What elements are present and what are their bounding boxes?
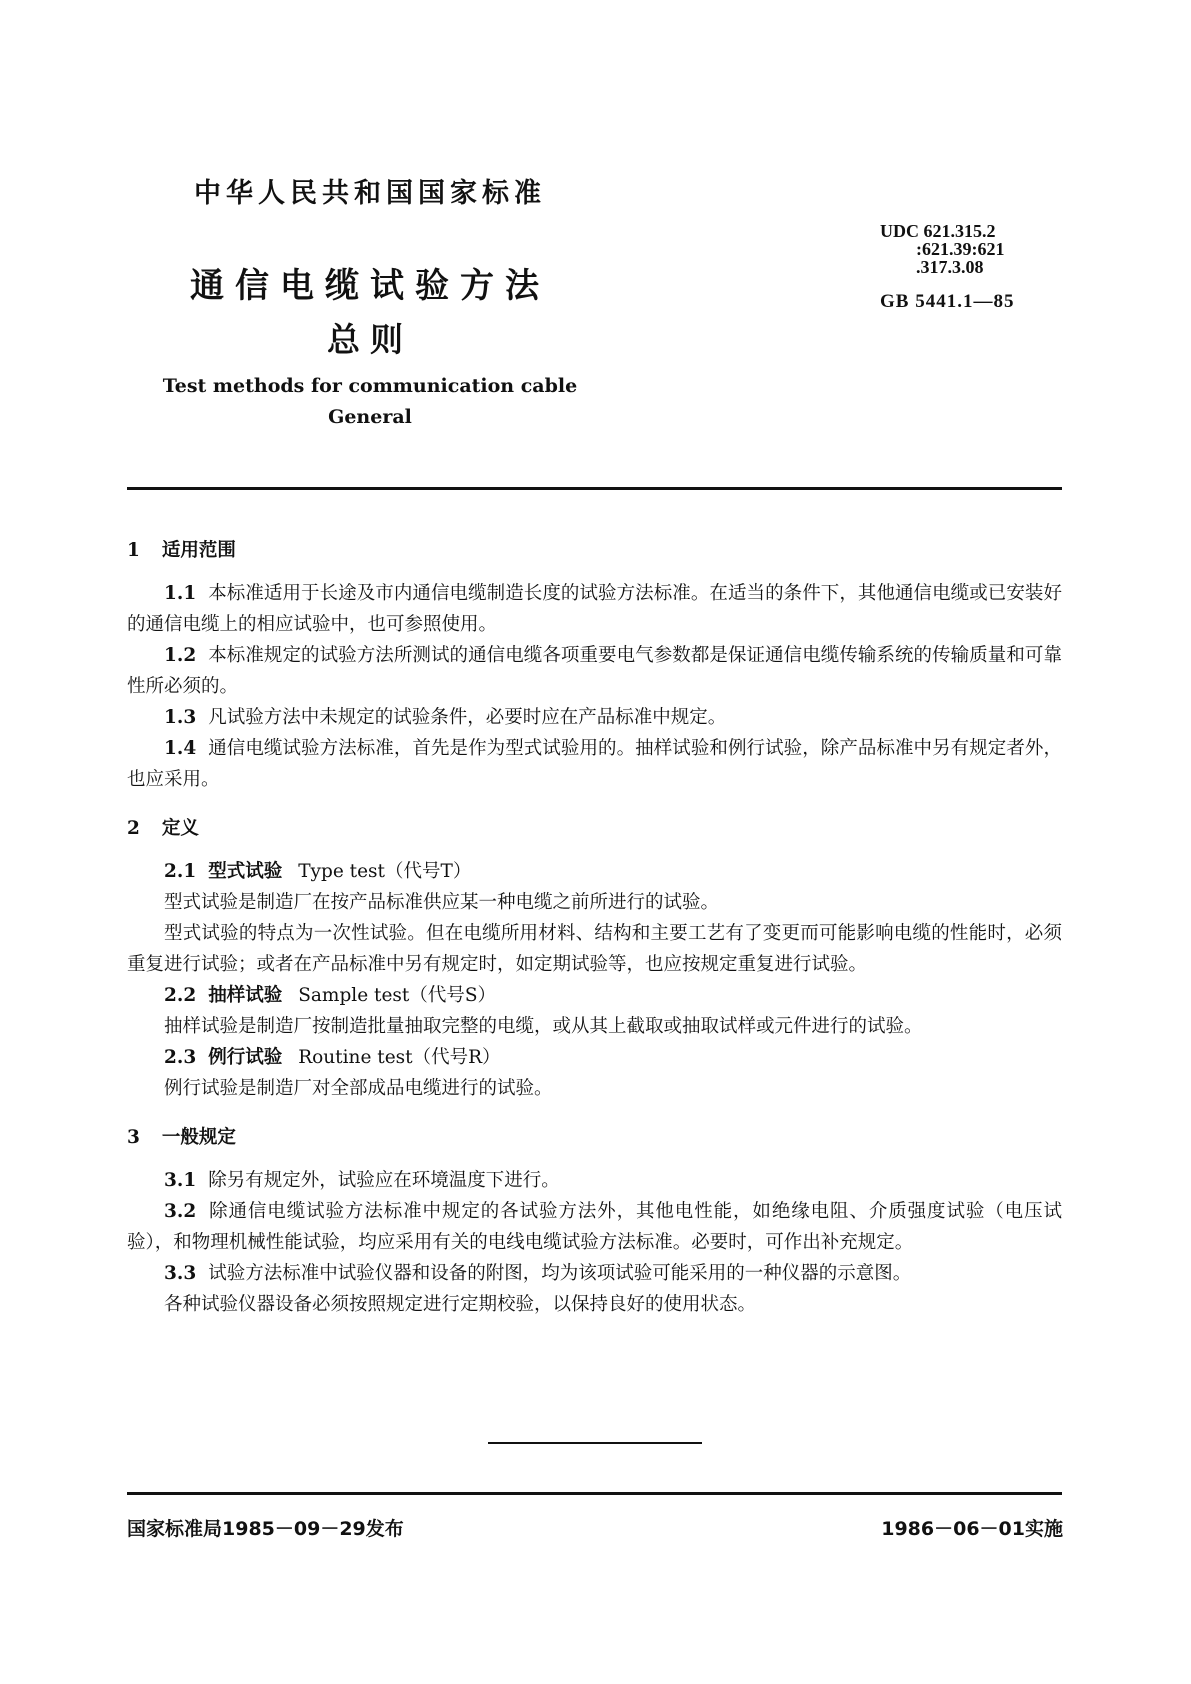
document-body [127,535,1062,1338]
standard-category: 中华人民共和国国家标准 [194,178,546,209]
clause: 1.2 本标准规定的试验方法所测试的通信电缆各项重要电气参数都是保证通信电缆传输系统的传输质量和可靠性所必须的。 [127,645,1062,697]
clause: 1.4 通信电缆试验方法标准，首先是作为型式试验用的。抽样试验和例行试验，除产品标准中另有规定者外，也应采用。 [127,738,1062,790]
definition-text: 抽样试验是制造厂按制造批量抽取完整的电缆，或从其上截取或抽取试样或元件进行的试验。 [164,1016,923,1037]
header-divider [127,487,1062,490]
clause: 3.2 除通信电缆试验方法标准中规定的各试验方法外，其他电性能，如绝缘电阻、介质强度试验（电压试验），和物理机械性能试验，均应采用有关的电线电缆试验方法标准。必要时，可作出补充规定。 [127,1201,1062,1253]
clause: 1.3 凡试验方法中未规定的试验条件，必要时应在产品标准中规定。 [164,707,727,728]
section-definitions [127,813,1062,1104]
section-heading: 3 一般规定 [127,1127,236,1148]
udc-line: :621.39:621 [916,239,1005,259]
definition-text: 型式试验是制造厂在按产品标准供应某一种电缆之前所进行的试验。 [164,892,720,913]
document-subtitle: 总则 [327,320,413,359]
section-heading: 1 适用范围 [127,540,236,561]
clause: 1.1 本标准适用于长途及市内通信电缆制造长度的试验方法标准。在适当的条件下，其他通信电缆或已安装好的通信电缆上的相应试验中，也可参照使用。 [127,583,1062,635]
document-title: 通信电缆试验方法 [190,266,550,306]
clause: 各种试验仪器设备必须按照规定进行定期校验，以保持良好的使用状态。 [164,1294,757,1315]
definition-text: 例行试验是制造厂对全部成品电缆进行的试验。 [164,1078,553,1099]
section-heading: 2 定义 [127,818,199,839]
udc-line: .317.3.08 [916,257,984,277]
issue-date: 国家标准局1985－09－29发布 [127,1518,404,1540]
section-scope [127,535,1062,795]
clause: 3.3 试验方法标准中试验仪器和设备的附图，均为该项试验可能采用的一种仪器的示意图。 [164,1263,912,1284]
clause: 3.1 除另有规定外，试验应在环境温度下进行。 [164,1170,560,1191]
definition-heading: 2.2 抽样试验 Sample test（代号S） [164,985,497,1006]
definition-heading: 2.1 型式试验 Type test（代号T） [164,861,472,882]
section-general-rules [127,1122,1062,1320]
definition-heading: 2.3 例行试验 Routine test（代号R） [164,1047,501,1068]
udc-line: UDC 621.315.2 [880,221,996,241]
definition-item [127,1042,1062,1104]
effective-date: 1986－06－01实施 [881,1518,1063,1540]
footer-divider [127,1492,1062,1495]
definition-text: 型式试验的特点为一次性试验。但在电缆所用材料、结构和主要工艺有了变更而可能影响电缆的性能时，必须重复进行试验；或者在产品标准中另有规定时，如定期试验等，也应按规定重复进行试验。 [127,923,1062,975]
definition-item [127,980,1062,1042]
end-divider [488,1442,702,1444]
document-title-english: Test methods for communication cable [162,375,578,397]
udc-code [880,222,1005,276]
standard-number: GB 5441.1—85 [880,291,1015,312]
document-subtitle-english: General [328,406,412,428]
definition-item [127,856,1062,980]
